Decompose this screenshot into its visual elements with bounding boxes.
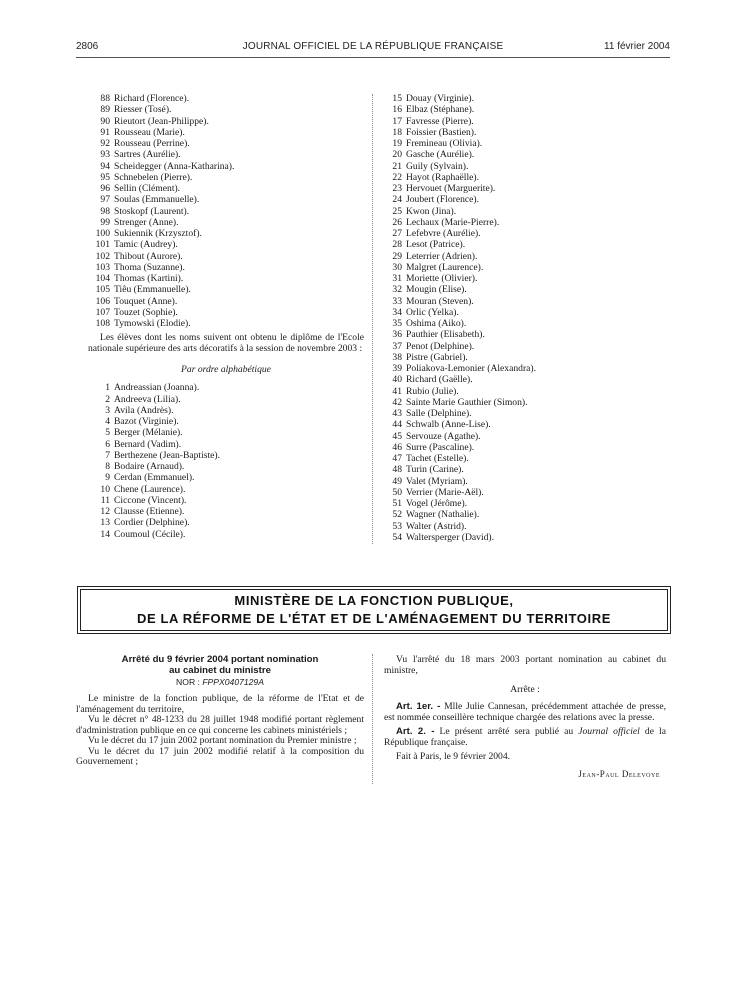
- item-name: Stoskopf (Laurent).: [114, 205, 190, 217]
- item-number: 108: [95, 318, 110, 329]
- list-item: [380, 521, 666, 532]
- graduates-list: [88, 382, 364, 540]
- item-name: Ciccone (Vincent).: [114, 494, 187, 506]
- list-item: [380, 239, 666, 250]
- item-name: Touzet (Sophie).: [114, 306, 178, 318]
- list-item: [380, 262, 666, 273]
- list-item: [380, 149, 666, 160]
- item-name: Penot (Delphine).: [406, 340, 475, 352]
- list-item: [88, 517, 364, 528]
- item-number: 46: [392, 441, 402, 453]
- item-name: Berger (Mélanie).: [114, 427, 183, 439]
- list-item: [380, 194, 666, 205]
- item-name: Fremineau (Olivia).: [406, 138, 483, 149]
- list-item: [380, 273, 666, 284]
- list-item: [380, 397, 666, 408]
- column-divider: [372, 94, 373, 544]
- item-name: Vogel (Jérôme).: [406, 498, 468, 509]
- item-number: 95: [100, 171, 110, 183]
- item-name: Bodaire (Arnaud).: [114, 461, 185, 472]
- list-item: [380, 284, 666, 295]
- item-name: Tymowski (Elodie).: [114, 318, 191, 329]
- list-item: [380, 442, 666, 453]
- item-number: 106: [95, 295, 110, 307]
- list-item: [88, 382, 364, 393]
- item-name: Verrier (Marie-Aël).: [406, 486, 484, 498]
- ministry-line-1: MINISTÈRE DE LA FONCTION PUBLIQUE,: [234, 593, 514, 608]
- item-number: 104: [95, 273, 110, 284]
- item-name: Riesser (Tosé).: [114, 104, 172, 116]
- article-1-text: Mlle Julie Cannesan, précédemment attachée de presse, est nommée conseillère technique chargée des relations avec la presse.: [384, 701, 667, 723]
- item-number: 91: [100, 126, 110, 138]
- item-name: Lefebvre (Aurélie).: [406, 228, 481, 239]
- item-number: 7: [105, 449, 110, 461]
- list-item: [380, 509, 666, 520]
- list-item: [88, 296, 364, 307]
- list-item: [88, 495, 364, 506]
- list-item: [88, 228, 364, 239]
- item-name: Thoma (Suzanne).: [114, 261, 185, 273]
- item-number: 47: [392, 453, 402, 464]
- item-number: 2: [105, 393, 110, 405]
- item-number: 96: [100, 183, 110, 194]
- list-item: [380, 127, 666, 138]
- item-number: 23: [392, 183, 402, 194]
- list-item: [88, 138, 364, 149]
- item-name: Andreeva (Lilia).: [114, 393, 181, 405]
- item-number: 16: [392, 104, 402, 116]
- item-name: Moriette (Olivier).: [406, 273, 478, 284]
- list-item: [88, 307, 364, 318]
- item-name: Sellin (Clément).: [114, 183, 181, 194]
- item-name: Elbaz (Stéphane).: [406, 104, 475, 116]
- arrete-title-line-2: au cabinet du ministre: [169, 664, 271, 676]
- list-item: [380, 217, 666, 228]
- list-item: [380, 172, 666, 183]
- item-number: 49: [392, 475, 402, 487]
- article-1: [384, 702, 666, 723]
- list-item: [380, 453, 666, 464]
- item-number: 88: [100, 93, 110, 104]
- item-name: Touquet (Anne).: [114, 295, 178, 307]
- item-number: 35: [392, 318, 402, 329]
- item-number: 10: [100, 483, 110, 495]
- list-item: [380, 307, 666, 318]
- ministry-line-2: DE LA RÉFORME DE L'ÉTAT ET DE L'AMÉNAGEMENT DU TERRITOIRE: [137, 611, 611, 626]
- list-item: [88, 194, 364, 205]
- item-number: 1: [105, 382, 110, 394]
- item-name: Wagner (Nathalie).: [406, 509, 480, 521]
- item-name: Thibout (Aurore).: [114, 250, 183, 262]
- item-name: Mouran (Steven).: [406, 295, 474, 307]
- item-number: 93: [100, 149, 110, 161]
- list-item: [380, 296, 666, 307]
- item-name: Joubert (Florence).: [406, 194, 479, 206]
- item-name: Sainte Marie Gauthier (Simon).: [406, 396, 528, 408]
- item-number: 89: [100, 104, 110, 116]
- list-item: [88, 394, 364, 405]
- list-item: [380, 341, 666, 352]
- list-item: [88, 93, 364, 104]
- list-item: [380, 419, 666, 430]
- list-item: [88, 149, 364, 160]
- item-name: Gasche (Aurélie).: [406, 149, 475, 161]
- item-name: Richard (Gaëlle).: [406, 374, 473, 386]
- item-name: Oshima (Aiko).: [406, 318, 467, 329]
- article-2-text-b: de la République française.: [384, 726, 666, 748]
- right-column: [380, 93, 666, 543]
- item-number: 8: [105, 461, 110, 472]
- item-name: Schnebelen (Pierre).: [114, 171, 193, 183]
- item-name: Sartres (Aurélie).: [114, 149, 181, 161]
- item-number: 51: [392, 498, 402, 509]
- nor-reference: [76, 676, 364, 688]
- item-number: 103: [95, 261, 110, 273]
- item-name: Lechaux (Marie-Pierre).: [406, 216, 500, 228]
- item-number: 43: [392, 408, 402, 419]
- item-name: Servouze (Agathe).: [406, 430, 481, 442]
- item-name: Richard (Florence).: [114, 93, 190, 104]
- item-name: Turin (Carine).: [406, 464, 464, 476]
- arrete-preamble-1: Le ministre de la fonction publique, de la réforme de l'Etat et de l'aménagement du territoire,: [76, 693, 364, 715]
- item-number: 15: [392, 93, 402, 104]
- item-name: Coumoul (Cécile).: [114, 528, 186, 540]
- item-number: 92: [100, 138, 110, 149]
- page-header: [76, 41, 670, 57]
- item-name: Avila (Andrès).: [114, 404, 174, 416]
- article-2-label: Art. 2. -: [396, 726, 435, 737]
- item-number: 9: [105, 472, 110, 484]
- item-name: Berthezene (Jean-Baptiste).: [114, 449, 221, 461]
- list-item: [380, 408, 666, 419]
- item-number: 33: [392, 295, 402, 307]
- item-name: Pauthier (Elisabeth).: [406, 329, 485, 341]
- item-number: 44: [392, 419, 402, 431]
- item-number: 5: [105, 427, 110, 439]
- item-name: Waltersperger (David).: [406, 531, 495, 543]
- arrete-left-column: [76, 655, 364, 768]
- item-number: 26: [392, 216, 402, 228]
- item-name: Rousseau (Marie).: [114, 126, 185, 138]
- article-1-label: Art. 1er. -: [396, 701, 441, 712]
- arrete-right-column: [384, 655, 666, 779]
- list-item: [380, 251, 666, 262]
- item-number: 25: [392, 205, 402, 217]
- item-number: 100: [95, 228, 110, 239]
- arrete-preamble-4: Vu le décret du 17 juin 2002 modifié relatif à la composition du Gouvernement ;: [76, 745, 364, 767]
- list-item: [88, 262, 364, 273]
- item-name: Soulas (Emmanuelle).: [114, 194, 200, 206]
- item-number: 4: [105, 416, 110, 427]
- list-item: [380, 352, 666, 363]
- item-number: 40: [392, 374, 402, 386]
- item-number: 37: [392, 340, 402, 352]
- list-item: [380, 318, 666, 329]
- list-item: [88, 318, 364, 329]
- journal-title: JOURNAL OFFICIEL DE LA RÉPUBLIQUE FRANÇAISE: [242, 41, 504, 52]
- arrete-preamble-2: Vu le décret n° 48-1233 du 28 juillet 1948 modifié portant règlement d'administration publique en ce qui concerne les cabinets ministériels ;: [76, 714, 364, 736]
- list-item: [380, 329, 666, 340]
- item-name: Salle (Delphine).: [406, 408, 472, 419]
- item-number: 107: [95, 306, 110, 318]
- item-number: 54: [392, 531, 402, 543]
- item-name: Favresse (Pierre).: [406, 115, 474, 127]
- list-item: [380, 363, 666, 374]
- intro-paragraph: Les élèves dont les noms suivent ont obtenu le diplôme de l'Ecole nationale supérieure des arts décoratifs à la session de novembre 2003 :: [88, 332, 364, 354]
- item-name: Surre (Pascaline).: [406, 441, 475, 453]
- list-item: [88, 273, 364, 284]
- item-name: Tamic (Audrey).: [114, 239, 178, 251]
- graduates-list-right: [380, 93, 666, 543]
- list-item: [380, 464, 666, 475]
- list-item: [88, 405, 364, 416]
- list-item: [88, 461, 364, 472]
- item-number: 39: [392, 363, 402, 374]
- list-item: [380, 116, 666, 127]
- item-number: 28: [392, 239, 402, 251]
- item-number: 14: [100, 528, 110, 540]
- list-item: [88, 450, 364, 461]
- arrete-title-line-1: Arrêté du 9 février 2004 portant nomination: [121, 654, 319, 665]
- arrete-word: Arrête :: [510, 684, 540, 695]
- item-number: 97: [100, 194, 110, 206]
- item-number: 6: [105, 438, 110, 450]
- item-number: 3: [105, 404, 110, 416]
- item-number: 105: [95, 284, 110, 296]
- item-number: 48: [392, 464, 402, 476]
- item-name: Leterrier (Adrien).: [406, 250, 478, 262]
- list-item: [88, 172, 364, 183]
- list-item: [88, 416, 364, 427]
- list-item: [380, 386, 666, 397]
- signature: Jean-Paul Delevoye: [578, 768, 660, 779]
- item-number: 21: [392, 160, 402, 172]
- list-item: [88, 161, 364, 172]
- item-name: Hayot (Raphaëlle).: [406, 171, 479, 183]
- list-item: [380, 498, 666, 509]
- list-item: [380, 228, 666, 239]
- item-name: Bernard (Vadim).: [114, 438, 182, 450]
- item-name: Pistre (Gabriel).: [406, 351, 468, 363]
- item-number: 17: [392, 115, 402, 127]
- item-name: Thomas (Kartini).: [114, 273, 184, 284]
- graduates-list-continued: [88, 93, 364, 329]
- list-item: [88, 472, 364, 483]
- left-column: [88, 93, 364, 540]
- item-number: 101: [95, 239, 110, 251]
- item-number: 24: [392, 194, 402, 206]
- item-number: 30: [392, 261, 402, 273]
- item-name: Rieutort (Jean-Philippe).: [114, 115, 209, 127]
- item-name: Scheidegger (Anna-Katharina).: [114, 160, 235, 172]
- item-name: Cerdan (Emmanuel).: [114, 472, 195, 484]
- list-item: [380, 487, 666, 498]
- list-item: [380, 206, 666, 217]
- item-number: 32: [392, 284, 402, 296]
- item-name: Valet (Myriam).: [406, 475, 468, 487]
- item-name: Foissier (Bastien).: [406, 126, 477, 138]
- item-name: Cordier (Delphine).: [114, 517, 190, 529]
- arrete-vu-arrete: Vu l'arrêté du 18 mars 2003 portant nomination au cabinet du ministre,: [384, 654, 666, 676]
- list-item: [380, 161, 666, 172]
- ministry-heading: [80, 589, 668, 631]
- header-rule: [76, 57, 670, 58]
- item-number: 53: [392, 520, 402, 532]
- article-2-text-a: Le présent arrêté sera publié au: [439, 726, 574, 737]
- list-item: [380, 476, 666, 487]
- list-item: [88, 284, 364, 295]
- list-item: [88, 251, 364, 262]
- nor-code: FPPX0407129A: [202, 677, 264, 687]
- list-item: [88, 183, 364, 194]
- item-number: 42: [392, 396, 402, 408]
- list-item: [88, 104, 364, 115]
- item-name: Kwon (Jina).: [406, 205, 457, 217]
- list-item: [380, 104, 666, 115]
- item-number: 102: [95, 250, 110, 262]
- item-name: Andreassian (Joanna).: [114, 382, 200, 394]
- item-name: Poliakova-Lemonier (Alexandra).: [406, 363, 536, 374]
- item-number: 20: [392, 149, 402, 161]
- list-item: [380, 138, 666, 149]
- list-item: [88, 127, 364, 138]
- item-name: Bazot (Virginie).: [114, 416, 179, 427]
- item-name: Schwalb (Anne-Lise).: [406, 419, 491, 431]
- list-item: [88, 439, 364, 450]
- nor-label: NOR :: [176, 677, 200, 687]
- item-name: Hervouet (Marguerite).: [406, 183, 496, 194]
- item-number: 41: [392, 385, 402, 397]
- list-item: [380, 93, 666, 104]
- item-name: Tiêu (Emmanuelle).: [114, 284, 191, 296]
- item-number: 45: [392, 430, 402, 442]
- item-number: 34: [392, 306, 402, 318]
- list-item: [380, 183, 666, 194]
- item-name: Lesot (Patrice).: [406, 239, 466, 251]
- list-item: [88, 529, 364, 540]
- list-item: [88, 427, 364, 438]
- item-number: 94: [100, 160, 110, 172]
- list-item: [380, 532, 666, 543]
- item-name: Walter (Astrid).: [406, 520, 467, 532]
- list-item: [88, 217, 364, 228]
- list-item: [88, 206, 364, 217]
- item-number: 27: [392, 228, 402, 239]
- issue-date: 11 février 2004: [604, 41, 670, 52]
- item-number: 90: [100, 115, 110, 127]
- item-number: 99: [100, 216, 110, 228]
- item-number: 18: [392, 126, 402, 138]
- arrete-preamble-3: Vu le décret du 17 juin 2002 portant nomination du Premier ministre ;: [88, 735, 357, 746]
- item-number: 52: [392, 509, 402, 521]
- item-name: Orlic (Yelka).: [406, 306, 459, 318]
- item-number: 38: [392, 351, 402, 363]
- item-number: 29: [392, 250, 402, 262]
- item-name: Rousseau (Perrine).: [114, 138, 190, 149]
- item-number: 11: [100, 494, 110, 506]
- item-name: Mougin (Elise).: [406, 284, 467, 296]
- item-name: Tachet (Estelle).: [406, 453, 469, 464]
- item-number: 12: [100, 506, 110, 517]
- article-2-journal: Journal officiel: [578, 726, 640, 737]
- list-item: [88, 239, 364, 250]
- item-name: Chene (Laurence).: [114, 483, 186, 495]
- fait-a-paris: Fait à Paris, le 9 février 2004.: [396, 751, 511, 762]
- article-2: [384, 727, 666, 748]
- item-number: 31: [392, 273, 402, 284]
- item-number: 19: [392, 138, 402, 149]
- item-number: 13: [100, 517, 110, 529]
- item-number: 36: [392, 329, 402, 341]
- item-name: Sukiennik (Krzysztof).: [114, 228, 202, 239]
- page-number: 2806: [76, 41, 99, 52]
- item-number: 50: [392, 486, 402, 498]
- column-divider-2: [372, 654, 373, 784]
- list-item: [88, 484, 364, 495]
- item-name: Guily (Sylvain).: [406, 160, 469, 172]
- item-name: Rubio (Julie).: [406, 385, 459, 397]
- item-name: Strenger (Anne).: [114, 216, 179, 228]
- item-number: 22: [392, 171, 402, 183]
- item-name: Malgret (Laurence).: [406, 261, 484, 273]
- list-item: [380, 374, 666, 385]
- list-item: [88, 116, 364, 127]
- list-item: [380, 431, 666, 442]
- order-heading: Par ordre alphabétique: [181, 364, 271, 376]
- list-item: [88, 506, 364, 517]
- item-name: Clausse (Etienne).: [114, 506, 185, 517]
- item-number: 98: [100, 205, 110, 217]
- item-name: Douay (Virginie).: [406, 93, 474, 104]
